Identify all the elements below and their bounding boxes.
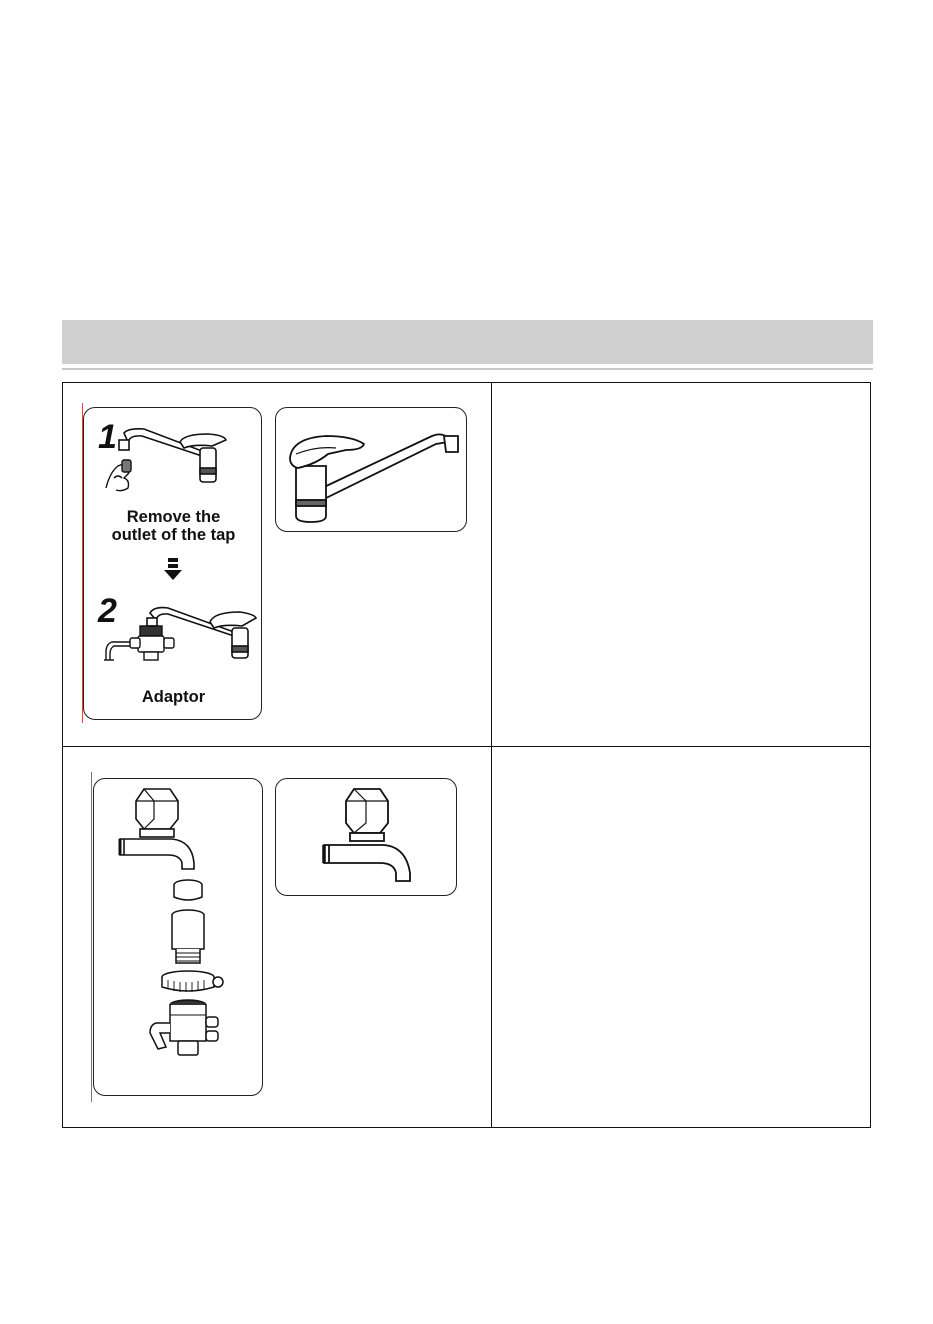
step-1-caption-line1: Remove the (126, 508, 221, 526)
rubber-washer-icon (174, 880, 202, 900)
hose-clamp-icon (162, 971, 223, 992)
step-2-caption: Adaptor (141, 688, 206, 706)
mixer-steps-panel (83, 407, 262, 720)
hand-icon (106, 460, 131, 491)
row1-text-cell (493, 383, 871, 746)
table-column-divider (491, 383, 492, 1127)
step-1-number: 1 (98, 418, 117, 456)
bib-tap-panel (275, 778, 457, 896)
tap-parts-panel (93, 778, 263, 1096)
single-lever-faucet-icon (276, 408, 468, 533)
step-2-number: 2 (98, 592, 117, 630)
mixer-faucet-panel (275, 407, 467, 532)
faucet-step1-icon (119, 429, 226, 482)
threaded-adaptor-icon (172, 910, 204, 963)
step-1-caption (84, 508, 263, 544)
tap-icon (120, 789, 194, 869)
row1-illustration-cell (63, 383, 491, 746)
margin-mark (91, 772, 92, 1102)
bib-tap-icon (276, 779, 458, 897)
remove-outlet-illustration (84, 408, 263, 721)
step-1-caption-line2: outlet of the tap (111, 526, 236, 544)
tap-adaptor-exploded-illustration (94, 779, 264, 1097)
installation-table (62, 382, 871, 1128)
section-divider (62, 368, 873, 370)
adaptor-diverter-icon (104, 626, 174, 660)
row2-illustration-cell (63, 748, 491, 1128)
diverter-valve-icon (150, 1000, 218, 1055)
section-header-bar (62, 320, 873, 364)
table-row-divider (63, 746, 870, 747)
row2-text-cell (493, 748, 871, 1128)
arrow-down-icon (164, 558, 182, 580)
